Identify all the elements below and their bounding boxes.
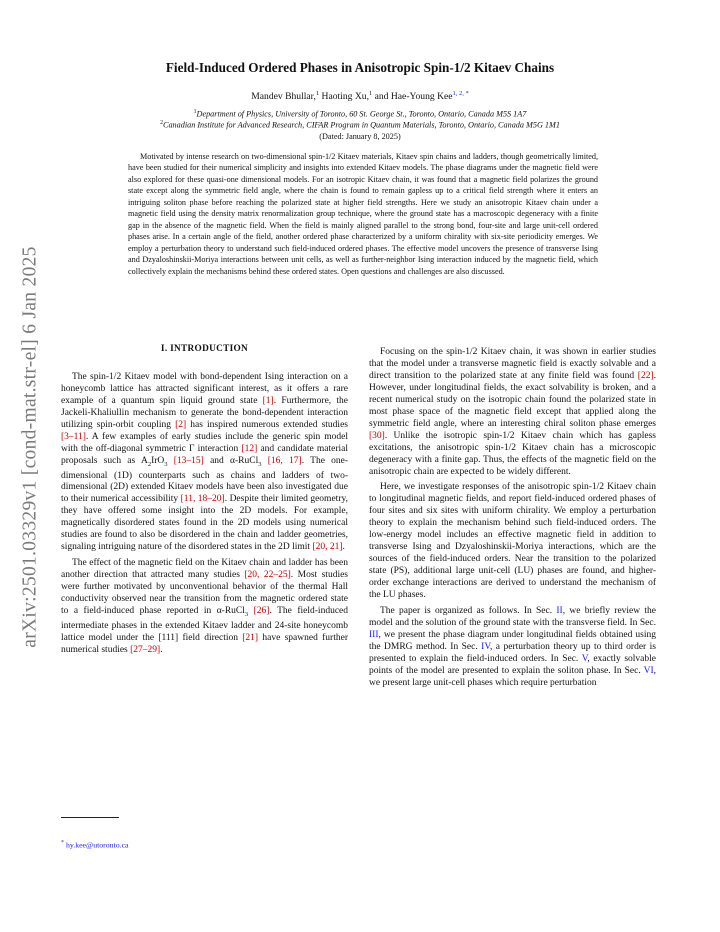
paragraph: The spin-1/2 Kitaev model with bond-dependent Ising interaction on a honeycomb lattice has attracted significant interest, as it offers a rare example of a quantum spin liquid ground state [1]. Furthermore, the Jackeli-Khaliullin mechanism to generate the bond-dependent interaction utilizing spin-orbit coupling [2] has inspired numerous extended studies [3–11]. A few examples of early studies include the generic spin model with the off-diagonal symmetric Γ interaction [12] and candidate material proposals such as $A_2IrO_3$ [13–15] and α-RuCl$_3$ [16, 17]. The one-dimensional (1D) counterparts such as chains and ladders of two-dimensional (2D) extended Kitaev models have been also investigated due to their numerical accessibility [11, 18–20]. Despite their limited geometry, they have offered some insight into the 2D models. For example, magnetically disordered states found in the 2D models using numerical studies are found to also be disordered in the chain and ladder geometries, signaling intriguing nature of the disordered states in the 2D limit [20, 21]. [61,372,349,553]
paper-title: Field-Induced Ordered Phases in Anisotropic Spin-1/2 Kitaev Chains [165,60,555,75]
citation-link[interactable]: [13–15] [173,455,204,466]
citation-link[interactable]: [16, 17] [267,455,302,466]
paragraph: Here, we investigate responses of the anisotropic spin-1/2 Kitaev chain to longitudinal magnetic fields, and report field-induced ordered phases of four sites and six sites with uniform chirality. We employ a perturbation theory to explain the mechanism behind such field-induced orders. The low-energy model includes an effective magnetic field in addition to transverse Ising and Dzyaloshinskii-Moriya interactions, which are the sources of the field-induced orders. Near the transition to the polarized state (PS), additional large unit-cell (LU) phases are found, and higher-order exchange interactions are derived to understand the mechanism of the LU phases. [369,482,656,601]
section-link[interactable]: II [556,606,563,617]
right-column [369,347,656,690]
left-column [61,344,349,657]
author-list [60,90,660,102]
paragraph: The effect of the magnetic field on the Kitaev chain and ladder has been another direction that attracted many studies [20, 22–25]. Most studies were further motivated by unconventional behavior of the thermal Hall conductivity observed near the transition from the magnetic ordered state to a field-induced phase reported in α-RuCl$_3$ [26]. The field-induced intermediate phases in the extended Kitaev ladder and 24-site honeycomb lattice model under the [111] field direction [21] have spawned further numerical studies [27–29]. [61,558,348,655]
section-link[interactable]: V [581,653,588,664]
subscript: 3 [164,460,168,468]
footnote [61,840,128,850]
citation-link[interactable]: [1] [262,395,274,406]
citation-link[interactable]: [3–11] [61,431,86,442]
affiliation-2: $^2$Canadian Institute for Advanced Research, CIFAR Program in Quantum Materials, Toronto, Ontario, Canada M5G 1M1 [160,120,560,130]
section-heading-introduction: I. INTRODUCTION [160,344,249,354]
author-1: Mandev Bhullar,$^1$ [251,90,320,103]
citation-link[interactable]: [30] [369,430,385,441]
dated-line: (Dated: January 8, 2025) [319,132,401,141]
author-3: and Hae-Young Kee$^{1, 2, *}$ [374,90,469,103]
paragraph: Focusing on the spin-1/2 Kitaev chain, it was shown in earlier studies that the model under a transverse magnetic field is exactly solvable and a direct transition to the polarized state at any finite field was found [22]. However, under longitudinal fields, the exact solvability is broken, and a recent numerical study on the isotropic chain found the polarized state in most phase space of the magnetic field except that applied along the symmetric field angle, where an interesting chiral soliton phase emerges [30]. Unlike the isotropic spin-1/2 Kitaev chain which has gapless excitations, the anisotropic spin-1/2 Kitaev chain has a microscopic degeneracy with a finite gap. Thus, the effects of the magnetic field on the anisotropic chain are expected to be widely different. [369,347,656,477]
footnote-mark: * [61,840,64,846]
citation-link[interactable]: [27–29] [130,644,161,655]
citation-link[interactable]: [21] [242,632,259,643]
citation-link[interactable]: [11, 18–20] [180,494,225,505]
footnote-divider [61,817,119,818]
subscript: 2 [147,460,152,468]
affiliation-1: $^1$Department of Physics, University of Toronto, 60 St. George St., Toronto, Ontario, Canada M5S 1A7 [193,109,527,119]
author-2: Haoting Xu,$^1$ [321,90,373,103]
corresponding-email-link[interactable]: hy.kee@utoronto.ca [65,840,129,850]
section-link[interactable]: IV [481,641,490,652]
section-link[interactable]: VI [643,665,654,676]
citation-link[interactable]: [2] [175,419,187,430]
citation-link[interactable]: [26] [253,606,270,616]
subscript: 3 [258,460,262,468]
citation-link[interactable]: [22] [637,370,654,381]
section-link[interactable]: III [369,629,379,640]
citation-link[interactable]: [20, 21] [312,542,343,553]
citation-link[interactable]: [20, 22–25] [244,570,291,581]
paragraph: The paper is organized as follows. In Sec. II, we briefly review the model and the solution of the ground state with the transverse field. In Sec. III, we present the phase diagram under longitudinal fields obtained using the DMRG method. In Sec. IV, a perturbation theory up to third order is presented to explain the field-induced orders. In Sec. V, exactly solvable points of the model are presented to explain the soliton phase. In Sec. VI, we present large unit-cell phases which require perturbation [369,606,656,688]
subscript: 3 [244,610,249,618]
arxiv-stamp-text: arXiv:2501.03329v1 [cond-mat.str-el] 6 Jan 2025 [20,246,41,648]
citation-link[interactable]: [12] [241,443,258,454]
arxiv-stamp [10,232,52,662]
abstract: Motivated by intense research on two-dimensional spin-1/2 Kitaev materials, Kitaev spin chains and ladders, though geometrically limited, have been studied for their numerical simplicity and insights into extended Kitaev models. The phase diagrams under the magnetic field were also explored for these quasi-one dimensional models. For an isotropic Kitaev chain, it was found that a magnetic field polarizes the ground state except along the symmetric field angle, where the chain is found to remain gapless up to a critical field strength where it enters an intriguing soliton phase before reaching the polarized state at higher field strengths. Here we study an anisotropic Kitaev chain under a magnetic field using the density matrix renormalization group technique, where the ground state has a macroscopic degeneracy with a finite gap in the absence of the magnetic field. When the field is mainly aligned parallel to the strong bond, four-site and large unit-cell ordered phases arise. In a certain angle of the field, another ordered phase characterized by a uniform chirality with six-site periodicity emerges. We employ a perturbation theory to understand such field-induced ordered phases. The effective model uncovers the presence of transverse Ising and Dzyaloshinskii-Moriya interactions between unit cells, as well as further-neighbor Ising interaction induced by the magnetic field, which collectively explain the mechanisms behind these ordered states. Open questions and challenges are also discussed. [128,152,598,276]
